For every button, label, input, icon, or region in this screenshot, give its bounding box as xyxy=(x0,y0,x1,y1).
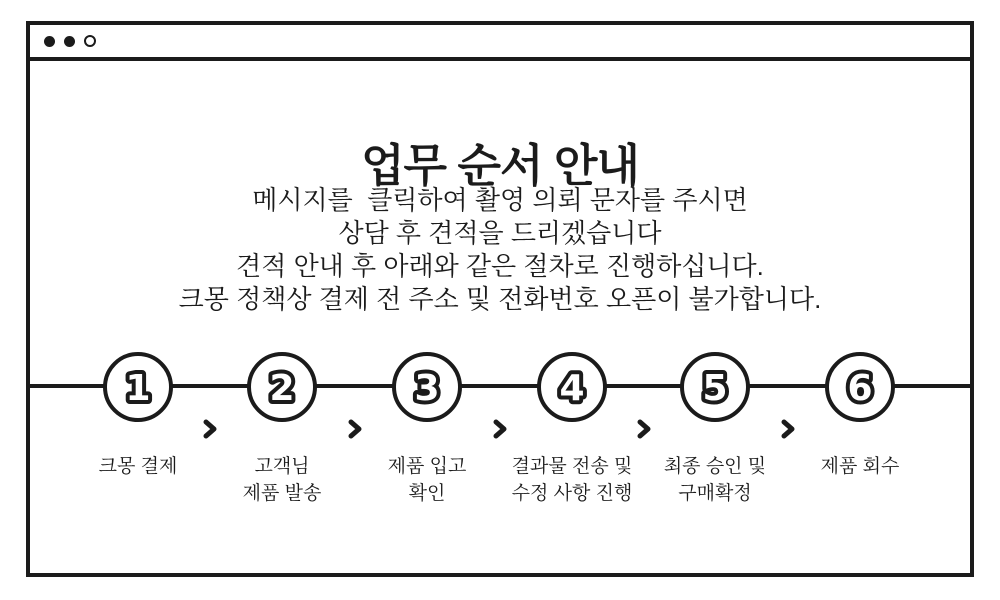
step-number-circle xyxy=(392,352,462,422)
next-chevron-icon xyxy=(780,418,796,445)
step-label-line: 구매확정 xyxy=(678,483,752,504)
step-label-line: 결과물 전송 및 xyxy=(511,456,633,477)
step-number-badge xyxy=(541,356,603,418)
step-number-circle xyxy=(247,352,317,422)
step-label-line: 제품 입고 xyxy=(387,456,467,477)
step-number-badge xyxy=(396,356,458,418)
step-label-line: 제품 회수 xyxy=(820,456,900,477)
step-label-line: 고객님 xyxy=(254,456,310,477)
step-number-circle xyxy=(537,352,607,422)
traffic-light-dot xyxy=(64,36,75,47)
step-number-badge xyxy=(107,356,169,418)
step-number-circle xyxy=(680,352,750,422)
step-label xyxy=(760,453,960,480)
step-label-line: 확인 xyxy=(408,483,446,504)
step-label-line: 제품 발송 xyxy=(242,483,322,504)
step-label-line: 크몽 결제 xyxy=(98,456,178,477)
next-chevron-icon xyxy=(636,418,652,445)
step-number: 5 xyxy=(702,368,728,409)
step-number: 3 xyxy=(414,368,440,409)
next-chevron-icon xyxy=(347,418,363,445)
description-line: 상담 후 견적을 드리겠습니다 xyxy=(338,218,662,248)
step-number: 6 xyxy=(847,368,873,409)
step-number-circle xyxy=(103,352,173,422)
description-line: 메시지를 클릭하여 촬영 의뢰 문자를 주시면 xyxy=(252,185,748,215)
step-number-badge xyxy=(829,356,891,418)
traffic-light-dot xyxy=(84,35,96,47)
intro-description xyxy=(0,184,1000,316)
step-number-badge xyxy=(251,356,313,418)
step-label-line: 수정 사항 진행 xyxy=(511,483,633,504)
description-line: 견적 안내 후 아래와 같은 절차로 진행하십니다. xyxy=(236,251,764,281)
step-label-line: 최종 승인 및 xyxy=(663,456,767,477)
description-line: 크몽 정책상 결제 전 주소 및 전화번호 오픈이 불가합니다. xyxy=(178,284,822,314)
step-number: 1 xyxy=(125,368,151,409)
traffic-light-dots xyxy=(44,35,96,47)
step-number-circle xyxy=(825,352,895,422)
browser-titlebar xyxy=(30,25,970,61)
next-chevron-icon xyxy=(202,418,218,445)
step-number-badge xyxy=(684,356,746,418)
page-title: 업무 순서 안내 xyxy=(361,140,639,192)
traffic-light-dot xyxy=(44,36,55,47)
next-chevron-icon xyxy=(492,418,508,445)
step-number: 4 xyxy=(559,368,585,409)
step-number: 2 xyxy=(269,368,295,409)
